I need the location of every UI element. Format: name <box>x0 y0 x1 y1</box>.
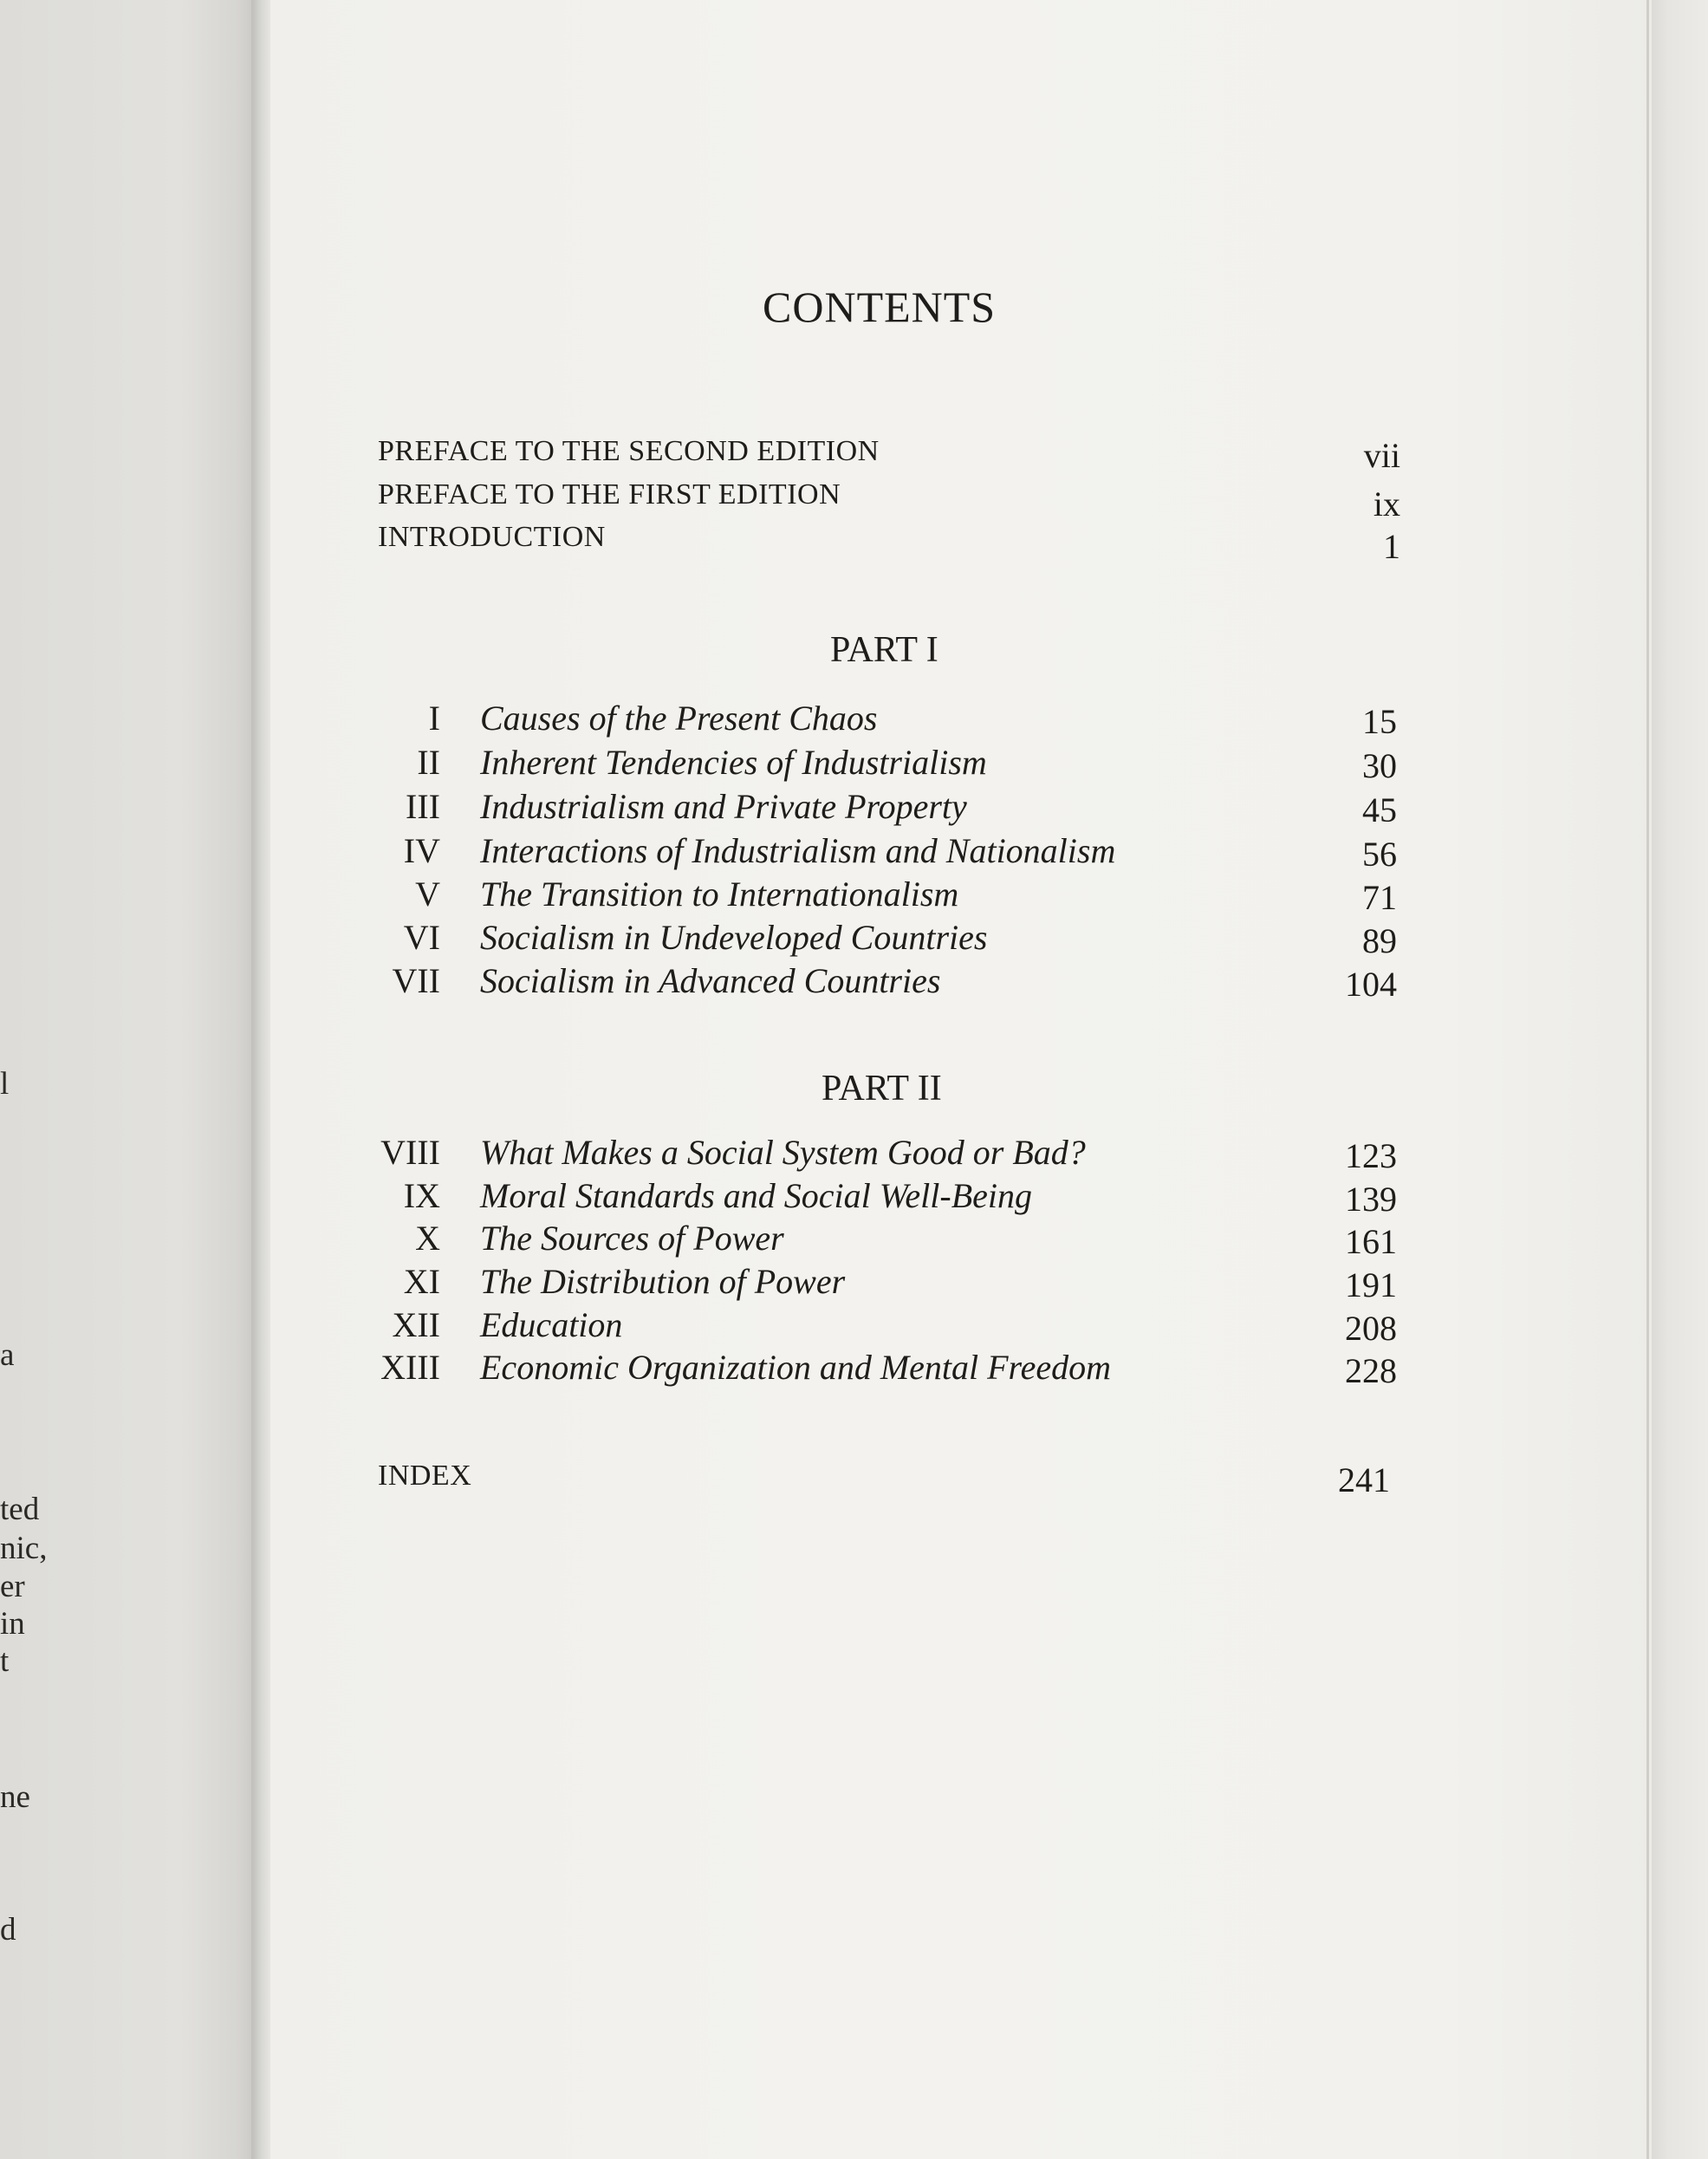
chapter-page: 104 <box>1345 965 1397 1004</box>
chapter-page: 191 <box>1345 1265 1397 1304</box>
chapter-title: Socialism in Advanced Countries <box>480 961 941 1000</box>
toc-entry-front-matter[interactable] <box>378 478 1400 523</box>
chapter-page: 161 <box>1345 1222 1397 1261</box>
part-heading: PART II <box>822 1069 942 1109</box>
toc-chapter-row[interactable] <box>364 1261 1397 1303</box>
toc-chapter-row[interactable] <box>364 1304 1397 1346</box>
toc-chapter-row[interactable] <box>364 1218 1397 1259</box>
toc-chapter-row[interactable] <box>364 1347 1397 1388</box>
chapter-title: Education <box>480 1305 623 1344</box>
chapter-page: 208 <box>1345 1309 1397 1348</box>
toc-chapter-row[interactable] <box>364 917 1397 959</box>
chapter-number: XII <box>392 1305 440 1344</box>
chapter-number: XIII <box>380 1348 440 1387</box>
chapter-number: IX <box>403 1176 440 1215</box>
chapter-page: 56 <box>1362 835 1397 874</box>
chapter-page: 30 <box>1362 746 1397 785</box>
toc-entry-page: 241 <box>1338 1460 1390 1499</box>
chapter-title: The Distribution of Power <box>480 1262 846 1301</box>
left-page-fragment: in <box>0 1606 25 1642</box>
chapter-number: X <box>415 1219 440 1258</box>
chapter-title: The Sources of Power <box>480 1219 784 1258</box>
left-page-fragment: a <box>0 1337 15 1373</box>
chapter-title: Socialism in Undeveloped Countries <box>480 918 988 957</box>
left-page-fragment: ted <box>0 1492 40 1527</box>
toc-chapter-row[interactable] <box>364 874 1397 915</box>
toc-chapter-row[interactable] <box>364 1175 1397 1217</box>
toc-chapter-row[interactable] <box>364 786 1397 828</box>
chapter-number: VI <box>403 918 440 957</box>
left-page-fragment: d <box>0 1912 16 1948</box>
toc-chapter-row[interactable] <box>364 960 1397 1002</box>
chapter-number: III <box>406 787 440 826</box>
chapter-number: VII <box>392 961 440 1000</box>
page-title: CONTENTS <box>763 283 997 331</box>
chapter-page: 71 <box>1362 878 1397 917</box>
chapter-title: Moral Standards and Social Well-Being <box>480 1176 1032 1215</box>
left-page-fragment: nic, <box>0 1531 48 1566</box>
toc-entry-front-matter[interactable] <box>378 435 1400 475</box>
chapter-title: Industrialism and Private Property <box>480 787 967 826</box>
chapter-page: 123 <box>1345 1136 1397 1175</box>
chapter-number: V <box>415 875 440 914</box>
chapter-number: I <box>428 699 440 738</box>
toc-chapter-row[interactable] <box>364 1132 1397 1174</box>
chapter-page: 15 <box>1362 702 1397 741</box>
left-page-fragment: t <box>0 1643 10 1679</box>
chapter-number: II <box>417 743 440 782</box>
toc-entry-label: PREFACE TO THE SECOND EDITION <box>378 435 880 467</box>
chapter-number: VIII <box>380 1133 440 1172</box>
toc-entry-index[interactable] <box>378 1460 1390 1499</box>
toc-chapter-row[interactable] <box>364 742 1397 784</box>
toc-entry-front-matter[interactable] <box>378 521 1400 566</box>
toc-chapter-row[interactable] <box>364 830 1397 872</box>
chapter-page: 139 <box>1345 1180 1397 1219</box>
chapter-title: Economic Organization and Mental Freedom <box>480 1348 1112 1387</box>
left-page-fragment: er <box>0 1569 25 1604</box>
toc-entry-label: PREFACE TO THE FIRST EDITION <box>378 478 841 510</box>
chapter-number: XI <box>403 1262 440 1301</box>
toc-entry-label: INTRODUCTION <box>378 521 606 553</box>
toc-entry-page: 1 <box>1383 527 1400 566</box>
chapter-title: Interactions of Industrialism and Nationalism <box>480 831 1116 870</box>
left-page-fragment: ne <box>0 1779 30 1815</box>
toc-entry-label: INDEX <box>378 1460 472 1492</box>
left-page-fragment: l <box>0 1066 10 1102</box>
chapter-page: 45 <box>1362 790 1397 829</box>
chapter-number: IV <box>403 831 440 870</box>
chapter-page: 89 <box>1362 921 1397 960</box>
chapter-title: Causes of the Present Chaos <box>480 699 878 738</box>
toc-chapter-row[interactable] <box>364 698 1397 739</box>
toc-entry-page: ix <box>1373 484 1400 523</box>
chapter-title: Inherent Tendencies of Industrialism <box>480 743 987 782</box>
chapter-title: What Makes a Social System Good or Bad? <box>480 1133 1086 1172</box>
chapter-title: The Transition to Internationalism <box>480 875 959 914</box>
toc-entry-page: vii <box>1363 436 1400 475</box>
chapter-page: 228 <box>1345 1351 1397 1390</box>
part-heading: PART I <box>830 630 938 670</box>
